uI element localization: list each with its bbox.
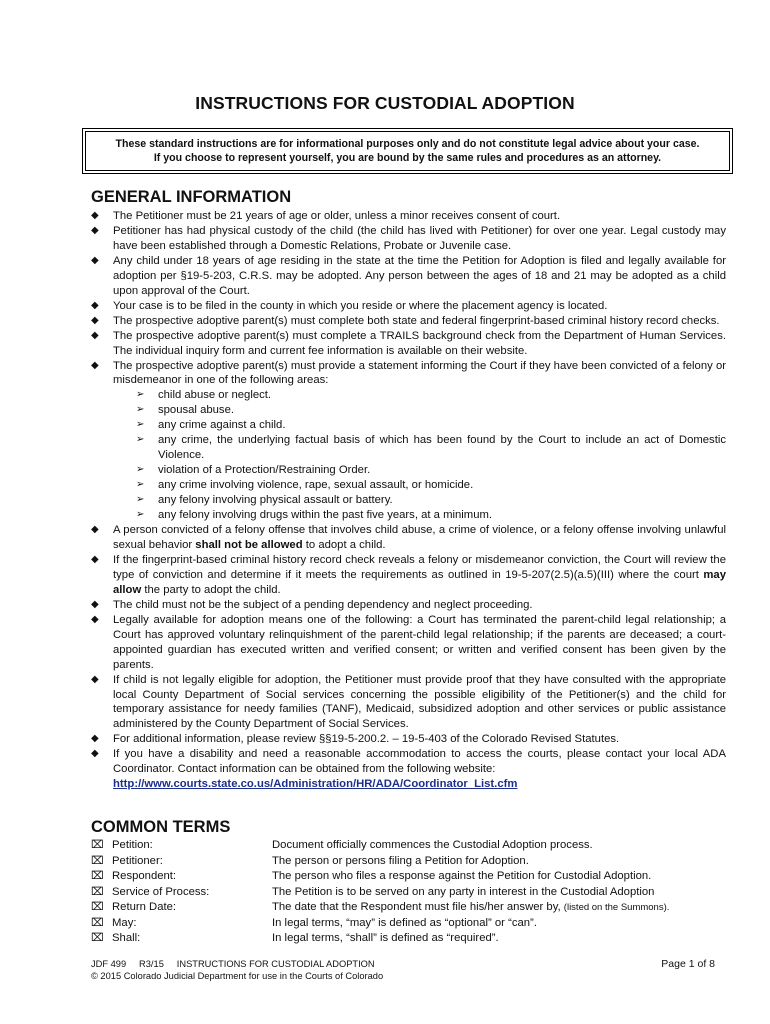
checkbox-x-icon: ⌧ [91,901,104,913]
diamond-bullet-icon: ◆ [91,673,99,685]
sub-list-item: ➢ any crime against a child. [136,419,286,432]
list-item: ◆ The prospective adoptive parent(s) must complete a TRAILS background check from the Department of Human Services. The individual inquiry form and current fee information is available on their website. [91,329,726,357]
disclaimer-line-2: If you choose to represent yourself, you are bound by the same rules and procedures as an attorney. [153,152,662,164]
arrow-bullet-icon: ➢ [136,434,145,446]
common-terms-heading: COMMON TERMS [91,818,231,836]
sub-list-item: ➢ any crime involving violence, rape, sexual assault, or homicide. [136,479,474,492]
term-row: ⌧ Shall: In legal terms, “shall” is defined as “required”. [91,931,731,947]
diamond-bullet-icon: ◆ [91,314,99,326]
list-item: ◆ For additional information, please review §§19-5-200.2. – 19-5-403 of the Colorado Revised Statutes. [91,733,620,746]
checkbox-x-icon: ⌧ [91,854,104,867]
diamond-bullet-icon: ◆ [91,553,99,565]
sub-list-item: ➢ child abuse or neglect. [136,389,272,402]
checkbox-x-icon: ⌧ [91,916,104,929]
diamond-bullet-icon: ◆ [91,359,99,371]
page-number: Page 1 of 8 [661,958,715,970]
list-item: ◆ Your case is to be filed in the county in which you reside or where the placement agency is located. [91,299,608,312]
diamond-bullet-icon: ◆ [91,748,99,760]
diamond-bullet-icon: ◆ [91,254,99,266]
arrow-bullet-icon: ➢ [136,479,145,491]
list-item: ◆ Any child under 18 years of age residing in the state at the time the Petition for Adoption is filed and legally available for adoption per §19-5-203, C.R.S. may be adopted. Any person between the ages of 18 and 21 may be adopted as a child upon approval of the Court. [91,254,726,297]
term-row: ⌧ Petition: Document officially commences the Custodial Adoption process. [91,838,731,854]
list-item: ◆ The prospective adoptive parent(s) must provide a statement informing the Court if they have been convicted of a felony or misdemeanor in one of the following areas: [91,359,726,387]
form-id-line: JDF 499 R3/15 INSTRUCTIONS FOR CUSTODIAL ADOPTION [91,959,375,969]
diamond-bullet-icon: ◆ [91,329,99,341]
arrow-bullet-icon: ➢ [136,509,145,521]
list-item: ◆ The prospective adoptive parent(s) must complete both state and federal fingerprint-based criminal history record checks. [91,314,720,327]
checkbox-x-icon: ⌧ [91,870,104,882]
diamond-bullet-icon: ◆ [91,299,99,311]
list-item: ◆ If child is not legally eligible for adoption, the Petitioner must provide proof that they have consulted with the appropriate local County Department of Social services concerning the possible eligibility of the Petitioner(s) and the child for temporary assistance for needy families (TANF), Medicaid, subsidized adoption and other services or public assistance administered by the County Department of Social Services. [91,673,726,731]
term-row: ⌧ Return Date: The date that the Respondent must file his/her answer by, (listed on the Summons). [91,900,731,916]
diamond-bullet-icon: ◆ [91,524,99,536]
disclaimer-line-1: These standard instructions are for informational purposes only and do not constitute legal advice about your case. [115,138,700,150]
list-item: ◆ The child must not be the subject of a pending dependency and neglect proceeding. [91,598,533,611]
page-footer [91,958,715,982]
arrow-bullet-icon: ➢ [136,464,145,476]
checkbox-x-icon: ⌧ [91,885,104,898]
list-item: ◆ A person convicted of a felony offense that involves child abuse, a crime of violence, or a felony offense involving unlawful sexual behavior shall not be allowed to adopt a child. [91,524,726,551]
diamond-bullet-icon: ◆ [91,210,99,221]
list-item: ◆ Petitioner has had physical custody of the child (the child has lived with Petitioner) for over one year. Legal custody may have been established through a Domestic Relations, Probate or Juvenile case. [91,224,726,252]
term-row: ⌧ Service of Process: The Petition is to be served on any party in interest in the Custodial Adoption [91,885,731,901]
arrow-bullet-icon: ➢ [136,419,145,431]
diamond-bullet-icon: ◆ [91,598,99,610]
general-information-list [91,209,726,792]
diamond-bullet-icon: ◆ [91,733,99,745]
common-terms-list [91,838,731,947]
diamond-bullet-icon: ◆ [91,613,99,625]
checkbox-x-icon: ⌧ [91,932,104,944]
diamond-bullet-icon: ◆ [91,224,99,236]
term-row: ⌧ May: In legal terms, “may” is defined as “optional” or “can”. [91,916,731,932]
list-item: ◆ The Petitioner must be 21 years of age or older, unless a minor receives consent of court. [91,210,561,222]
sub-list-item: ➢ any felony involving drugs within the past five years, at a minimum. [136,509,493,522]
ada-coordinator-link[interactable]: http://www.courts.state.co.us/Administration/HR/ADA/Coordinator_List.cfm [113,778,518,791]
general-information-heading: GENERAL INFORMATION [91,188,292,206]
list-item: ◆ Legally available for adoption means one of the following: a Court has terminated the parent-child legal relationship; a Court has approved voluntary relinquishment of the parent-child legal relationship; if the parents are deceased; a court-appointed guardian has executed written and verified consent; or written and verified consent has been given by the parents. [91,613,726,671]
sub-list-item: ➢ any felony involving physical assault or battery. [136,494,393,507]
term-row: ⌧ Petitioner: The person or persons filing a Petition for Adoption. [91,854,731,870]
list-item: ◆ If you have a disability and need a reasonable accommodation to access the courts, please contact your local ADA Coordinator. Contact information can be obtained from the following website: http://www.courts.state.co.us/Administration/HR/ADA/Coordinator_List.cfm [91,748,726,791]
disclaimer-box [85,131,730,171]
page-title: INSTRUCTIONS FOR CUSTODIAL ADOPTION [195,93,575,113]
sub-list-item: ➢ any crime, the underlying factual basis of which has been found by the Court to include an act of Domestic Violence. [136,434,726,462]
arrow-bullet-icon: ➢ [136,494,145,506]
list-item: ◆ If the fingerprint-based criminal history record check reveals a felony or misdemeanor conviction, the Court will review the type of conviction and determine if it meets the requirements as outlined in 19-5-207(2.5)(a.5)(III) where the court may allow the party to adopt the child. [91,553,726,596]
term-row: ⌧ Respondent: The person who files a response against the Petition for Custodial Adoption. [91,869,731,885]
sub-list-item: ➢ spousal abuse. [136,404,234,417]
checkbox-x-icon: ⌧ [91,839,104,851]
sub-list-item: ➢ violation of a Protection/Restraining Order. [136,464,371,477]
arrow-bullet-icon: ➢ [136,404,145,416]
arrow-bullet-icon: ➢ [136,389,145,401]
copyright-line: © 2015 Colorado Judicial Department for use in the Courts of Colorado [91,971,384,981]
